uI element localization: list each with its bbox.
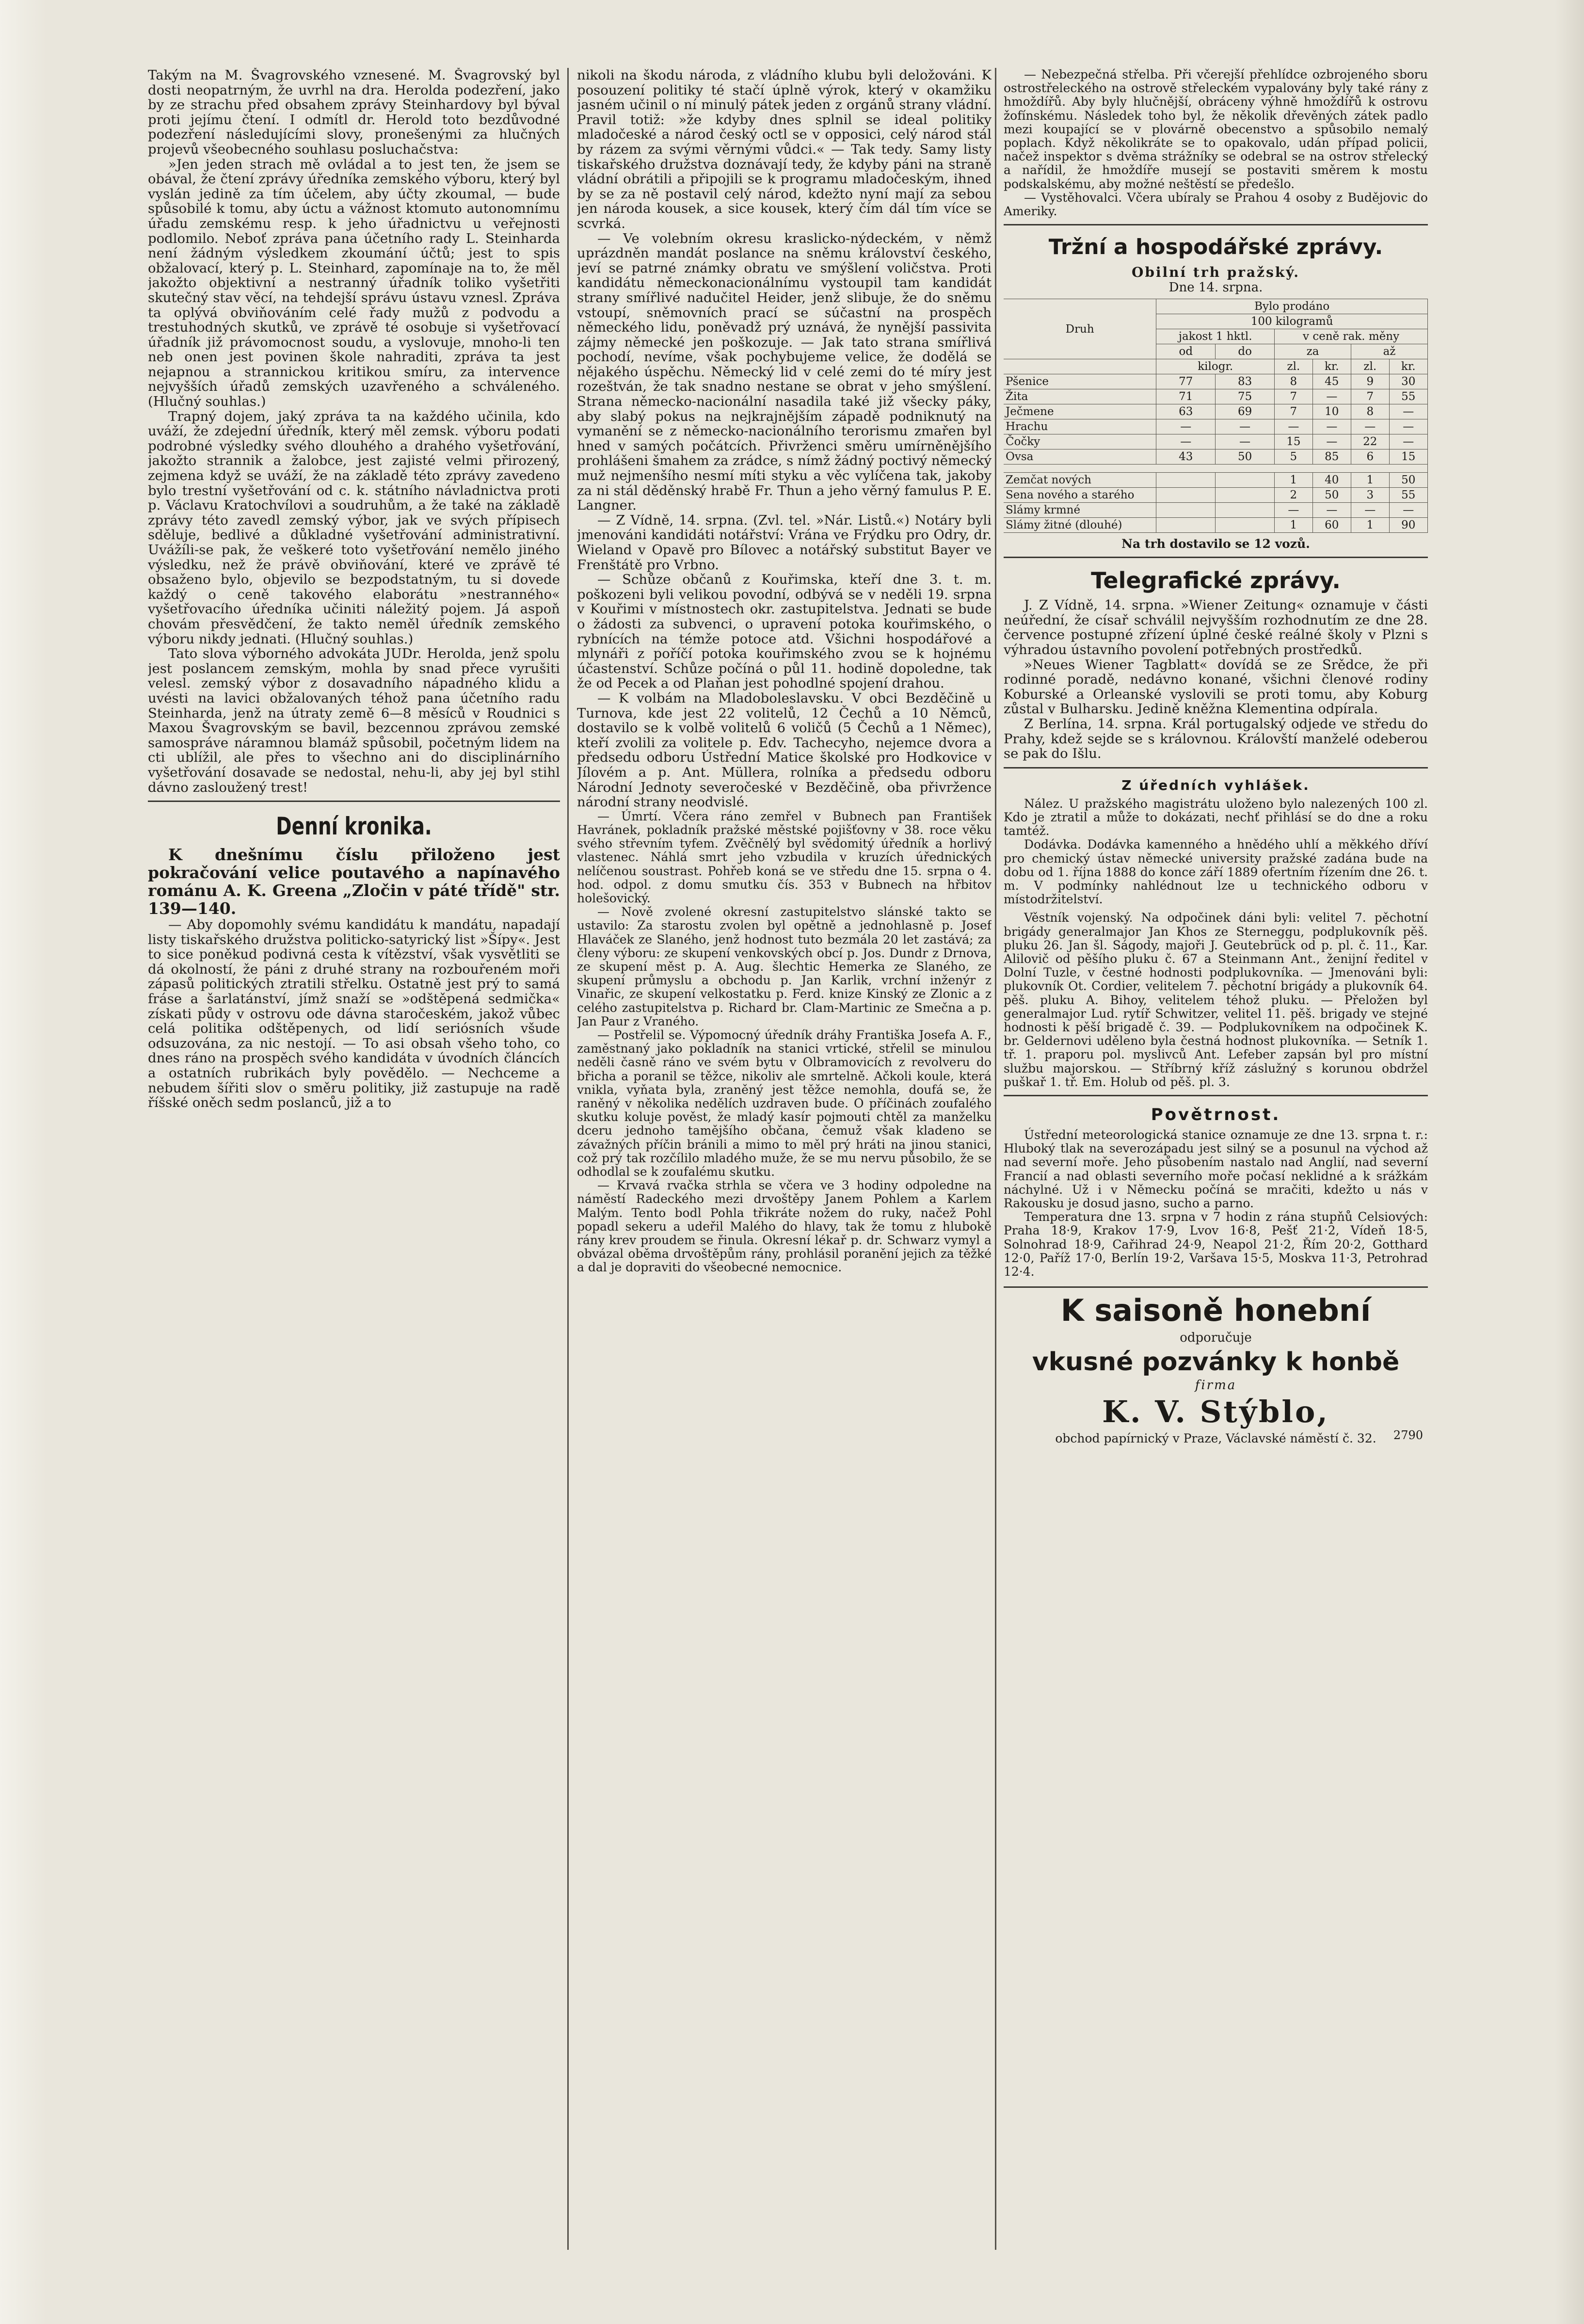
price-cell: 63 — [1156, 404, 1216, 419]
price-cell: 55 — [1389, 488, 1427, 503]
price-cell: 69 — [1216, 404, 1275, 419]
section-divider — [148, 801, 560, 802]
news-item: — Postřelil se. Výpomocný úředník dráhy Františka Josefa A. F., zaměstnaný jako pokladník na stanici vrtické, střelil se minulou neděli časně ráno ve svém bytu v Olbramovicích z revolveru do břicha a poranil se těžce, nikoliv ale smrtelně. Ačkoli koule, která vnikla, vyňata byla, zraněný jest těžce nemohla, doufá se, že raněný v několika nedělích uzdraven bude. O příčinách zoufalého skutku koluje pověst, že mladý kasír pojmouti chtěl za manželku dceru jednoho tamějšího občana, čemuž však kladeno se závažných příčin bránili a mimo to měl prý hráti na jinou stanici, což prý tak rozčílilo mladého muže, že se mu nervu působilo, že se odhodlal se k zoufalému skutku. — [577, 1027, 992, 1179]
commodity-name: Sena nového a starého — [1004, 488, 1156, 503]
price-cell: 45 — [1312, 374, 1351, 389]
unit-zl: zl. — [1275, 359, 1313, 374]
page-right-edge — [1555, 0, 1584, 2324]
price-cell: 85 — [1312, 449, 1351, 465]
price-cell: 7 — [1351, 389, 1390, 404]
ad-headline: K saisoně honební — [1060, 1293, 1371, 1329]
market-date: Dne 14. srpna. — [1168, 280, 1263, 295]
page-left-margin — [0, 0, 47, 2324]
price-cell — [1156, 473, 1216, 488]
section-title-market: Tržní a hospodářské zprávy. — [1048, 235, 1383, 260]
market-row — [1004, 449, 1428, 465]
price-cell: — — [1351, 419, 1390, 434]
section-divider — [1004, 224, 1428, 225]
market-subtitle: Obilní trh pražský. — [1131, 264, 1300, 281]
price-cell: 1 — [1351, 518, 1390, 533]
news-item: — Nově zvolené okresní zastupitelstvo slánské takto se ustavilo: Za starostu zvolen byl opětně a jednohlasně p. Josef Hlaváček ze Slaného, jenž hodnost tuto bezmála 20 let zastává; za členy výboru: ze skupení venkovských obcí p. Jos. Dundr z Drnova, ze skupení měst p. A. Aug. šlechtic Hemerka ze Slaného, ze skupení průmyslu a obchodu p. Jan Karlik, vrchní inženýr z Vinařic, ze skupení velkostatku p. Ferd. knize Kinský ze Zlonic a z celého zastupitelstva p. Richard br. Clam-Martinic ze Smečna a p. Jan Paur z Vraného. — [577, 905, 992, 1028]
section-divider — [1004, 767, 1428, 769]
price-cell: — — [1312, 434, 1351, 449]
ad-address: obchod papírnický v Praze, Václavské náměstí č. 32. — [1055, 1431, 1376, 1446]
market-rows-grain — [1004, 374, 1428, 465]
section-title-weather: Povětrnost. — [1151, 1105, 1281, 1125]
price-cell: 60 — [1312, 518, 1351, 533]
price-cell: 3 — [1351, 488, 1390, 503]
ad-product: vkusné pozvánky k honbě — [1032, 1347, 1400, 1377]
price-cell: 90 — [1389, 518, 1427, 533]
price-cell: — — [1351, 503, 1390, 518]
price-cell: — — [1389, 503, 1427, 518]
price-cell: 6 — [1351, 449, 1390, 465]
price-cell: 9 — [1351, 374, 1390, 389]
section-divider — [1004, 557, 1428, 558]
column-3 — [1004, 68, 1428, 2260]
price-cell: — — [1275, 419, 1313, 434]
col-header-druh: Druh — [1004, 299, 1156, 359]
column-1 — [148, 68, 560, 2260]
article-paragraph: Tato slova výborného advokáta JUDr. Herolda, jenž spolu jest poslancem zemským, mohla by snad přece vyrušiti velesl. zemský výbor z dosavadního nápadného klidu a uvésti na lavici obžalovaných téhož pana účetního radu Steinharda, jenž na útraty země 6—8 měsíců v Roudnici s Maxou Švagrovským se bavil, bezcennou zprávou zemské samospráve náramnou blamáž spůsobil, početným lidem na cti ublížil, ale přes to všechno ani do disciplinárního vyšetřování dosavade se nedostal, nehu-li, aby jej byl stihl dávno zasloužený trest! — [148, 646, 560, 795]
price-cell: 77 — [1156, 374, 1216, 389]
price-cell: 40 — [1312, 473, 1351, 488]
market-row — [1004, 419, 1428, 434]
section-title-official: Z úředních vyhlášek. — [1121, 777, 1310, 793]
news-item: — Z Vídně, 14. srpna. (Zvl. tel. »Nár. Listů.«) Notáry byli jmenováni kandidáti notářství: Vrána ve Frýdku pro Odry, dr. Wieland v Opavě pro Bílovec a notářský substitut Bayer ve Frenštátě pro Vrbno. — [577, 512, 992, 573]
market-row — [1004, 518, 1428, 533]
price-cell: — — [1275, 503, 1313, 518]
commodity-name: Žita — [1004, 389, 1156, 404]
price-cell — [1216, 473, 1275, 488]
commodity-name: Zemčat nových — [1004, 473, 1156, 488]
news-item: — Schůze občanů z Kouřimska, kteří dne 3. t. m. poškozeni byli velikou povodní, odbývá se v neděli 19. srpna v Kouřimi v místnostech okr. zastupitelstva. Jednati se bude o žádosti za subvenci, o upravení potoka kouřimského, o rybnících na témže potoce atd. Všichni hospodářové a mlynáři z poříčí potoka kouřimského zvou se k hojnému účastenství. Schůze počíná o půl 11. hodině dopoledne, tak že od Pecek a od Plaňan jest pohodlné spojení drahou. — [577, 572, 992, 691]
telegram-item: »Neues Wiener Tagblatt« dovídá se ze Srědce, že při rodinné poradě, nedávno konané, všichni členové rodiny Koburské a Orleanské vyslovili se proti tomu, aby Koburg zůstal v Bulharsku. Jedině kněžna Klementina odpírala. — [1004, 657, 1428, 717]
price-cell: 71 — [1156, 389, 1216, 404]
news-item: — Úmrtí. Včera ráno zemřel v Bubnech pan František Havránek, pokladník pražské městské pojišťovny v 38. roce věku svého střevním tyfem. Zvěčnělý byl svědomitý úředník a horlivý vlastenec. Náhlá smrt jeho vzbudila v kruzích úřednických nelíčenou soustrast. Pohřeb koná se ve středu dne 15. srpna o 4. hod. odpol. z domu smutku čís. 353 v Bubnech na hřbitov holešovický. — [577, 809, 992, 905]
col-header-cene: v ceně rak. měny — [1275, 329, 1428, 344]
price-cell: 10 — [1312, 404, 1351, 419]
price-cell: 43 — [1156, 449, 1216, 465]
ad-recommends: odporučuje — [1180, 1330, 1252, 1346]
price-cell: — — [1156, 434, 1216, 449]
price-cell: — — [1389, 419, 1427, 434]
price-cell: — — [1216, 419, 1275, 434]
col-header-az: až — [1351, 344, 1428, 359]
commodity-name: Slámy krmné — [1004, 503, 1156, 518]
col-header-od: od — [1156, 344, 1216, 359]
unit-kr: kr. — [1389, 359, 1427, 374]
military-news: Věstník vojenský. Na odpočinek dáni byli: velitel 7. pěchotní brigády generalmajor Jan Khos ze Sterneggu, podplukovník pěš. pluku 26. Jan šl. Ságody, majoři J. Geutebrück od p. pl. č. 11., Kar. Alilovič od pěšího pluku č. 67 a Steinmann Ant., ženijní ředitel v Dolní Tuzle, v čestné hodnosti podplukovníka. — Jmenováni byli: plukovník Ot. Cordier, velitelem 7. pěchotní brigády a plukovník 64. pěš. pluku A. Bihoy, velitelem téhož pluku. — Přeložen byl generalmajor Lud. rytíř Schwitzer, velitel 11. pěš. brigady ve stejné hodnosti k pěší brigadě č. 39. — Podplukovníkem na odpočinek K. br. Geldernovi uděleno byla čestná hodnost plukovníka. — Setník 1. tř. 1. praporu pol. myslivců Ant. Lefeber zapsán byl pro místní službu majorskou. — Stříbrný kříž záslužný s korunou obdržel puškař 1. tř. Em. Holub od pěš. pl. 3. — [1004, 911, 1428, 1089]
column-rule-1 — [567, 68, 569, 2250]
price-cell: — — [1389, 404, 1427, 419]
unit-zl: zl. — [1351, 359, 1390, 374]
price-cell: 50 — [1216, 449, 1275, 465]
price-cell: — — [1312, 389, 1351, 404]
weather-report: Ústřední meteorologická stanice oznamuje ze dne 13. srpna t. r.: Hluboký tlak na severozápadu jest silný se a posunul na východ až nad severní moře. Jeho působením nastalo nad Anglií, nad severní Francií a nad oblasti severního moře počasí neklidné a k srážkám náchylné. Už i v Německu počíná se mračiti, kdežto u nás v Rakousku je dosud jasno, sucho a parno. — [1004, 1128, 1428, 1211]
price-cell: 50 — [1389, 473, 1427, 488]
market-row — [1004, 488, 1428, 503]
col-header-100kg: 100 kilogramů — [1156, 314, 1428, 329]
market-row — [1004, 389, 1428, 404]
news-item: — K volbám na Mladoboleslavsku. V obci Bezděčině u Turnova, kde jest 22 volitelů, 12 Čechů a 10 Němců, dostavilo se k volbě volitelů 6 voličů (5 Čechů a 1 Němec), kteří zvolili za volitele p. Edv. Tachecyho, nejemce dvora a předsedu odboru Ústřední Matice školské pro Hodkovice v Jílovém a p. Ant. Müllera, rolníka a předsedu odboru Národní Jednoty severočeské v Bezděčině, oba přivržence národní strany neodvislé. — [577, 690, 992, 810]
unit-kilogr: kilogr. — [1156, 359, 1275, 374]
section-title-telegraph: Telegrafické zprávy. — [1091, 567, 1341, 594]
price-cell: — — [1156, 419, 1216, 434]
price-cell: 8 — [1275, 374, 1313, 389]
quote-paragraph: »Jen jeden strach mě ovládal a to jest ten, že jsem se obával, že čtení zprávy úředníka zemského výboru, který byl vyslán jedině za tím účelem, aby účty zkoumal, — bude spůsobilé k tomu, aby úctu a vážnost ktomuto autonomnímu úřadu zemskému resp. k jeho úřadnictvu u veřejnosti podlomilo. Neboť zpráva pana účetního rady L. Steinharda není žádným výsledkem zkoumání účtů; jest to spis obžalovací, který p. L. Steinhard, zapomínaje na to, že měl jakožto objektivní a nestranný úřadník toliko vyšetřiti skutečný stav věcí, na tehdejší správu ústavu vznesl. Zpráva ta oplývá obviňováním celé řady mužů z podvodu a trestuhodných skutků, ve zprávě té osobuje si vyšetřovací úřadník již právomocnost soudu, a vyslovuje, mnoho-li ten neb onen jest povinen škole nahraditi, zpráva ta jest nejapnou a strannickou kritikou smíru, za intervence nejvyšších úřadů zemských uzavřeného a schváleného. (Hlučný souhlas.) — [148, 156, 560, 410]
market-row — [1004, 404, 1428, 419]
market-note: Na trh dostavilo se 12 vozů. — [1121, 537, 1310, 551]
price-cell: 55 — [1389, 389, 1427, 404]
col-header-jakost: jakost 1 hktl. — [1156, 329, 1275, 344]
news-item: — Krvavá rvačka strhla se včera ve 3 hodiny odpoledne na náměstí Radeckého mezi drvoštěpy Janem Pohlem a Karlem Malým. Tento bodl Pohla třikráte nožem do ruky, načež Pohl popadl sekeru a udeřil Malého do hlavy, tak že tomu z hlubokě rány krev proudem se řinula. Okresní lékař p. dr. Schwarz vymyl a obvázal oběma drvoštěpům rány, prohlásil poranění jejich za těžké a dal je dopraviti do všeobecné nemocnice. — [577, 1178, 992, 1275]
price-cell — [1216, 503, 1275, 518]
price-cell: 30 — [1389, 374, 1427, 389]
notice-item: Nález. U pražského magistrátu uloženo bylo nalezených 100 zl. Kdo je ztratil a může to dokázati, nechť přihlásí se do dne a roku tamtéž. — [1004, 796, 1428, 838]
notice-item: Dodávka. Dodávka kamenného a hnědého uhlí a měkkého dříví pro chemický ústav německé university pražské zadána bude na dobu od 1. října 1888 do konce září 1889 ofertním řízením dne 26. t. m. V podmínky nahlédnout lze u technického odboru v místodržitelství. — [1004, 837, 1428, 907]
news-item: — Nebezpečná střelba. Při včerejší přehlídce ozbrojeného sboru ostrostřeleckého na ostrově střeleckém vypalovány byly také rány z hmoždířů. Aby byly hlučnější, obráceny výhně hmoždířů k ostrovu žofínskému. Následek toho byl, že několik dřevěných zátek padlo mezi koupající se v plovárně obecenstvo a spůsobilo nemalý poplach. Když několikráte se to opakovalo, udán případ policii, načež inspektor s dvěma strážníky se odebral se na ostrov střelecký a nařídil, že hmoždíře musejí se postaviti směrem k mostu podskalskému, aby možné neštěstí se předešlo. — [1004, 68, 1428, 191]
price-cell: 7 — [1275, 404, 1313, 419]
article-paragraph: nikoli na škodu národa, z vládního klubu byli deložováni. K posouzení politiky té stačí úplně výrok, který v okamžiku jasném učinil o ní minulý pátek jeden z orgánů strany vládní. Pravil totiž: »že kdyby dnes splnil se ideal politiky mladočeské a národ český octl se v opposici, celý národ stál by rázem za svými věrnými vůdci.« — Tak tedy. Samy listy tiskařského družstva doznávají tedy, že kdyby páni na straně vládní obrátili a připojili se k programu mladočeským, ihned by se za ně postavil celý národ, kdežto nyní mají za sebou jen národa kousek, a sice kousek, který čím dál tím více se scvrká. — [577, 68, 992, 231]
price-cell: 2 — [1275, 488, 1313, 503]
article-paragraph: Trapný dojem, jaký zpráva ta na každého učinila, kdo uváží, že zdejední úředník, který měl zemsk. výboru podati podrobné výsledky svého dlouhého a drahého vyšetřování, jakožto strannik a žalobce, jest zajisté velmi přirozený, zejmena když se uváží, že na základě této zprávy zavedeno bylo trestní vyšetřování od c. k. státního návladnictva proti p. Václavu Kratochvílovi a soudruhům, a že také na základě zprávy této zavedl zemský výbor, jak ve svých přípisech sděluje, bedlivé a důkladné vyšetřování administrativní. Uvážíli-se pak, že veškeré toto vyšetřování nemělo jiného výsledku, než že právě obviňování, které ve zprávě té obsaženo bylo, objevilo se bezpodstatným, tu si dovede každý o ceně takového elaborátu »nestranného« vyšetřovacího úředníka učiniti náležitý pojem. Já aspoň chovám přesvědčení, že takto neměl úředník zemského výboru nikdy jednati. (Hlučný souhlas.) — [148, 408, 560, 647]
col-header-za: za — [1275, 344, 1351, 359]
price-cell: — — [1312, 419, 1351, 434]
price-cell — [1216, 518, 1275, 533]
section-title-denni-kronika: Denní kronika. — [276, 812, 432, 841]
price-cell — [1156, 488, 1216, 503]
commodity-name: Ovsa — [1004, 449, 1156, 465]
price-cell: 5 — [1275, 449, 1313, 465]
price-cell: 22 — [1351, 434, 1390, 449]
article-paragraph: Takým na M. Švagrovského vznesené. M. Švagrovský byl dosti neopatrným, že uvrhl na dra. Herolda podezření, jako by ze strachu před obsahem zprávy Steinhardovy byl býval proti jejímu čtení. I odmítl dr. Herold toto bezdůvodné podezření následujícími slovy, pronešenými za hlučných projevů všeobecného souhlasu posluchačstva: — [148, 68, 560, 157]
telegram-item: Z Berlína, 14. srpna. Král portugalský odjede ve středu do Prahy, kdež sejde se s královnou. Královští manželé odeberou se pak do Išlu. — [1004, 716, 1428, 762]
column-2 — [577, 68, 992, 2260]
telegram-item: J. Z Vídně, 14. srpna. »Wiener Zeitung« oznamuje v části neúřední, že císař schválil nejvyšším rozhodnutím ze dne 28. července postupné zřízení úplné české reálné školy v Plzni s výhradou ústavního povolení potřebných prostředků. — [1004, 597, 1428, 658]
market-rows-other — [1004, 473, 1428, 533]
price-cell — [1156, 518, 1216, 533]
novel-notice: K dnešnímu číslu přiloženo jest pokračování velice poutavého a napínavého románu A. K. Greena „Zločin v páté třídě" str. 139—140. — [148, 845, 560, 918]
col-header-do: do — [1216, 344, 1275, 359]
ad-number: 2790 — [1393, 1428, 1423, 1442]
price-cell: 15 — [1275, 434, 1313, 449]
price-cell: 1 — [1275, 473, 1313, 488]
ad-firm-label: firma — [1195, 1378, 1237, 1393]
grain-market-table — [1004, 299, 1428, 533]
commodity-name: Čočky — [1004, 434, 1156, 449]
market-row — [1004, 374, 1428, 389]
price-cell: 83 — [1216, 374, 1275, 389]
market-row — [1004, 434, 1428, 449]
price-cell: 1 — [1275, 518, 1313, 533]
advertisement-styblo — [1004, 1286, 1428, 1446]
news-item: — Ve volebním okresu kraslicko-nýdeckém, v němž uprázdněn mandát poslance na sněmu království českého, jeví se patrné známky obratu ve smýšlení voličstva. Proti kandidátu německonacionálnímu vystoupil tam kandidát strany smířlivé nadučitel Heider, jenž slibuje, že do sněmu vstoupí, sněmovních prací se súčastní na prospěch německého lidu, poněvadž prý uznává, že nynější passivita zájmy německé jen poškozuje. — Jak tato strana smířlivá pochodí, nevíme, však pochybujeme velice, že dodělá se nějakého úspěchu. Německý lid v celé zemi do té míry jest rozeštván, že tak snadno nestane se obrat v jeho smýšlení. Strana německo-nacionální nasadila také již všecky páky, aby slabý pokus na nejkrajnějším západě podniknutý na vymanění se z německo-nacionálního terorismu zmařen byl hned v samých počátcích. Přivrženci směru umírněnějšího prohlášeni šmahem za zrádce, s nímž žádný poctivý německý muž nejmenšího nesmí míti styku a věc vylíčena tak, jakoby za ni stál děděnský hrabě Fr. Thun a jeho věrný famulus P. E. Langner. — [577, 230, 992, 513]
price-cell: 75 — [1216, 389, 1275, 404]
column-rule-2 — [995, 68, 996, 2250]
price-cell: 8 — [1351, 404, 1390, 419]
price-cell: 15 — [1389, 449, 1427, 465]
section-divider — [1004, 1095, 1428, 1096]
col-header-bylo: Bylo prodáno — [1156, 299, 1428, 314]
ad-company-name: K. V. Stýblo, — [1102, 1394, 1329, 1430]
unit-kr: kr. — [1312, 359, 1351, 374]
price-cell — [1156, 503, 1216, 518]
commodity-name: Ječmene — [1004, 404, 1156, 419]
market-row — [1004, 473, 1428, 488]
market-row — [1004, 503, 1428, 518]
price-cell: — — [1216, 434, 1275, 449]
price-cell: — — [1312, 503, 1351, 518]
price-cell: 7 — [1275, 389, 1313, 404]
price-cell — [1216, 488, 1275, 503]
commodity-name: Hrachu — [1004, 419, 1156, 434]
price-cell: 1 — [1351, 473, 1390, 488]
commodity-name: Pšenice — [1004, 374, 1156, 389]
news-item: — Vystěhovalci. Včera ubíraly se Prahou 4 osoby z Budějovic do Ameriky. — [1004, 190, 1428, 219]
price-cell: 50 — [1312, 488, 1351, 503]
news-item: — Aby dopomohly svému kandidátu k mandátu, napadají listy tiskařského družstva politicko-satyrický list »Šípy«. Jest to sice poněkud podivná cesta k vítězství, však vysvětliti se dá okolností, že páni z druhé strany na rozbouřeném moři zápasů politických ztratili střelku. Ostatně jest prý to samá fráse a šarlatánství, jímž snaží se »odštěpená sedmička« získati půdy v ostrovu ode dávna staročeském, jakož vůbec celá politika odštěpenych, od lidí seriósních všude odsuzována, za nic nestojí. — To asi obsah všeho toho, co dnes ráno na prospěch svého kandidáta v úvodních článcích a ostatních rubrikách byly povědělo. — Nechceme a nebudem šířiti slov o směru politiky, již zastupuje na radě říšské oněch sedm poslanců, již a to — [148, 917, 560, 1111]
commodity-name: Slámy žitné (dlouhé) — [1004, 518, 1156, 533]
price-cell: — — [1389, 434, 1427, 449]
weather-temperatures: Temperatura dne 13. srpna v 7 hodin z rána stupňů Celsiových: Praha 18·9, Krakov 17·9, Lvov 16·8, Pešť 21·2, Vídeň 18·5, Solnohrad 18·9, Cařihrad 24·9, Neapol 21·2, Řím 20·2, Gotthard 12·0, Paříž 17·0, Berlín 19·2, Varšava 15·5, Moskva 11·3, Petrohrad 12·4. — [1004, 1210, 1428, 1279]
